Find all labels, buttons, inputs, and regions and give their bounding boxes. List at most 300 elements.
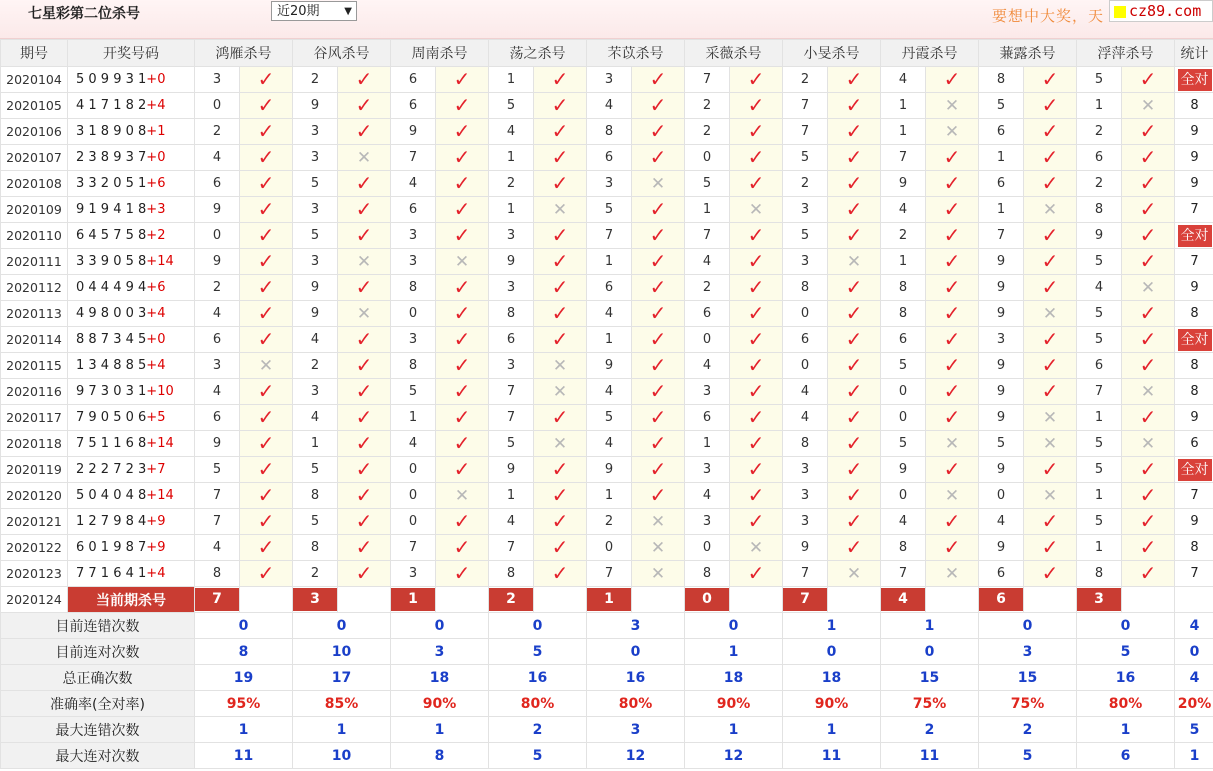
stat-cell — [1175, 483, 1213, 509]
summary-value: 0 — [293, 613, 391, 639]
result-cell — [1024, 483, 1077, 509]
check-icon: ✓ — [747, 171, 765, 195]
kill-number-cell: 2 — [293, 67, 338, 93]
stat-cell — [1175, 431, 1213, 457]
check-icon: ✓ — [1139, 119, 1157, 143]
kill-number-cell: 3 — [293, 379, 338, 405]
draw-numbers-cell — [68, 431, 195, 457]
summary-value: 80% — [489, 691, 587, 717]
kill-number-cell: 9 — [195, 197, 240, 223]
correct-count: 7 — [1190, 202, 1199, 217]
current-kill-badge: 1 — [587, 588, 631, 611]
stat-cell — [1175, 535, 1213, 561]
check-icon: ✓ — [1139, 353, 1157, 377]
kill-number-cell: 5 — [391, 379, 436, 405]
summary-row — [1, 613, 1213, 639]
kill-number-cell: 4 — [293, 405, 338, 431]
check-icon: ✓ — [845, 509, 863, 533]
check-icon: ✓ — [257, 509, 275, 533]
result-cell — [926, 405, 979, 431]
kill-number-cell: 8 — [881, 275, 926, 301]
kill-number-cell: 5 — [783, 223, 828, 249]
summary-value: 10 — [293, 743, 391, 769]
result-cell — [828, 457, 881, 483]
kill-number-cell: 7 — [195, 483, 240, 509]
kill-number-cell: 9 — [293, 93, 338, 119]
kill-number-cell: 6 — [685, 405, 730, 431]
result-cell — [534, 275, 587, 301]
result-cell — [534, 197, 587, 223]
kill-number-cell: 8 — [783, 275, 828, 301]
result-cell — [730, 431, 783, 457]
summary-value: 3 — [587, 717, 685, 743]
result-cell — [1122, 509, 1175, 535]
check-icon: ✓ — [551, 327, 569, 351]
check-icon: ✓ — [649, 483, 667, 507]
check-icon: ✓ — [1139, 249, 1157, 273]
kill-number-cell: 3 — [783, 509, 828, 535]
result-cell — [1024, 431, 1077, 457]
kill-number-cell: 7 — [979, 223, 1024, 249]
result-cell — [534, 249, 587, 275]
kill-number-cell: 1 — [881, 119, 926, 145]
result-cell — [240, 561, 293, 587]
issue-cell: 2020116 — [1, 379, 68, 405]
kill-number-cell: 4 — [881, 197, 926, 223]
check-icon: ✓ — [943, 145, 961, 169]
draw-numbers-cell — [68, 119, 195, 145]
summary-row — [1, 665, 1213, 691]
draw-numbers-cell — [68, 509, 195, 535]
stat-cell — [1175, 405, 1213, 431]
check-icon: ✓ — [747, 93, 765, 117]
check-icon: ✓ — [845, 379, 863, 403]
stat-cell — [1175, 197, 1213, 223]
empty-cell — [534, 587, 587, 613]
current-kill-badge: 7 — [783, 588, 827, 611]
summary-stat: 0 — [1175, 639, 1213, 665]
column-header: 谷风杀号 — [293, 40, 391, 67]
result-cell — [1122, 301, 1175, 327]
summary-value: 12 — [685, 743, 783, 769]
result-cell — [1122, 483, 1175, 509]
check-icon: ✓ — [453, 93, 471, 117]
result-cell — [632, 67, 685, 93]
summary-value: 11 — [195, 743, 293, 769]
kill-number-cell: 8 — [685, 561, 730, 587]
check-icon: ✓ — [1139, 535, 1157, 559]
result-cell — [730, 379, 783, 405]
check-icon: ✓ — [649, 93, 667, 117]
check-icon: ✓ — [1041, 223, 1059, 247]
draw-numbers-cell — [68, 197, 195, 223]
table-row — [1, 67, 1213, 93]
result-cell — [534, 535, 587, 561]
correct-count: 9 — [1190, 176, 1199, 191]
correct-count: 8 — [1190, 98, 1199, 113]
result-cell — [1024, 457, 1077, 483]
summary-value: 16 — [587, 665, 685, 691]
cross-icon: ✕ — [356, 303, 372, 324]
kill-number-cell: 3 — [587, 171, 632, 197]
result-cell — [436, 457, 489, 483]
summary-label: 最大连对次数 — [1, 743, 195, 769]
kill-number-cell: 5 — [489, 93, 534, 119]
check-icon: ✓ — [845, 431, 863, 455]
check-icon: ✓ — [551, 301, 569, 325]
kill-number-cell: 7 — [881, 145, 926, 171]
draw-numbers: 9 1 9 4 1 8 — [76, 202, 147, 217]
draw-numbers: 4 9 8 0 0 3 — [76, 306, 147, 321]
kill-number-cell: 5 — [783, 145, 828, 171]
check-icon: ✓ — [355, 197, 373, 221]
result-cell — [436, 535, 489, 561]
column-header: 鸿雁杀号 — [195, 40, 293, 67]
check-icon: ✓ — [453, 535, 471, 559]
summary-value: 11 — [881, 743, 979, 769]
result-cell — [1024, 67, 1077, 93]
kill-number-cell: 4 — [685, 483, 730, 509]
check-icon: ✓ — [257, 119, 275, 143]
result-cell — [1024, 379, 1077, 405]
empty-cell — [926, 587, 979, 613]
current-kill-cell — [979, 587, 1024, 613]
draw-numbers: 4 1 7 1 8 2 — [76, 98, 147, 113]
result-cell — [632, 535, 685, 561]
kill-number-cell: 5 — [979, 431, 1024, 457]
check-icon: ✓ — [747, 379, 765, 403]
kill-number-cell: 0 — [391, 483, 436, 509]
check-icon: ✓ — [355, 67, 373, 91]
summary-value: 3 — [587, 613, 685, 639]
draw-numbers: 5 0 9 9 3 1 — [76, 72, 147, 87]
current-kill-cell — [489, 587, 534, 613]
result-cell — [240, 67, 293, 93]
stat-cell — [1175, 119, 1213, 145]
check-icon: ✓ — [845, 353, 863, 377]
check-icon: ✓ — [943, 67, 961, 91]
issue-cell: 2020105 — [1, 93, 68, 119]
draw-numbers-cell — [68, 223, 195, 249]
result-cell — [632, 431, 685, 457]
kill-number-cell: 0 — [587, 535, 632, 561]
kill-number-cell: 5 — [293, 509, 338, 535]
kill-number-cell: 5 — [881, 431, 926, 457]
kill-number-cell: 7 — [783, 93, 828, 119]
check-icon: ✓ — [1041, 171, 1059, 195]
column-header: 丹霞杀号 — [881, 40, 979, 67]
summary-value: 5 — [489, 743, 587, 769]
draw-numbers-cell — [68, 483, 195, 509]
kill-number-cell: 9 — [1077, 223, 1122, 249]
check-icon: ✓ — [1041, 561, 1059, 585]
kill-number-cell: 5 — [1077, 431, 1122, 457]
result-cell — [632, 119, 685, 145]
check-icon: ✓ — [257, 561, 275, 585]
result-cell — [436, 223, 489, 249]
kill-number-cell: 8 — [293, 535, 338, 561]
result-cell — [240, 197, 293, 223]
check-icon: ✓ — [747, 509, 765, 533]
result-cell — [730, 145, 783, 171]
stat-cell — [1175, 171, 1213, 197]
summary-value: 8 — [391, 743, 489, 769]
draw-numbers-cell — [68, 535, 195, 561]
check-icon: ✓ — [747, 301, 765, 325]
correct-count: 7 — [1190, 488, 1199, 503]
check-icon: ✓ — [355, 561, 373, 585]
check-icon: ✓ — [453, 275, 471, 299]
result-cell — [926, 67, 979, 93]
result-cell — [632, 327, 685, 353]
kill-number-cell: 8 — [293, 483, 338, 509]
summary-value: 1 — [783, 613, 881, 639]
stat-cell — [1175, 93, 1213, 119]
result-cell — [1122, 561, 1175, 587]
bonus-number: +10 — [146, 384, 174, 399]
result-cell — [730, 93, 783, 119]
result-cell — [1122, 223, 1175, 249]
check-icon: ✓ — [943, 353, 961, 377]
check-icon: ✓ — [649, 249, 667, 273]
result-cell — [1122, 249, 1175, 275]
kill-number-cell: 9 — [587, 353, 632, 379]
bonus-number: +14 — [146, 254, 174, 269]
bonus-number: +0 — [146, 332, 166, 347]
kill-number-cell: 7 — [489, 535, 534, 561]
kill-number-cell: 8 — [783, 431, 828, 457]
kill-number-cell: 8 — [489, 561, 534, 587]
kill-number-cell: 1 — [489, 67, 534, 93]
check-icon: ✓ — [1041, 353, 1059, 377]
check-icon: ✓ — [845, 119, 863, 143]
result-cell — [240, 171, 293, 197]
check-icon: ✓ — [845, 535, 863, 559]
kill-number-cell: 4 — [587, 431, 632, 457]
site-logo-text: cz89.com — [1129, 2, 1202, 20]
correct-count: 8 — [1190, 306, 1199, 321]
summary-value: 1 — [293, 717, 391, 743]
kill-number-cell: 3 — [489, 223, 534, 249]
kill-number-cell: 8 — [391, 353, 436, 379]
kill-number-cell: 9 — [489, 249, 534, 275]
cross-icon: ✕ — [748, 537, 764, 558]
check-icon: ✓ — [1041, 535, 1059, 559]
stat-cell — [1175, 301, 1213, 327]
current-kill-badge: 4 — [881, 588, 925, 611]
result-cell — [436, 301, 489, 327]
stat-cell — [1175, 249, 1213, 275]
draw-numbers: 5 0 4 0 4 8 — [76, 488, 147, 503]
result-cell — [1024, 223, 1077, 249]
check-icon: ✓ — [845, 197, 863, 221]
cross-icon: ✕ — [650, 537, 666, 558]
slogan-text[interactable]: 要想中大奖，天 — [992, 7, 1105, 25]
issue-cell: 2020124 — [1, 587, 68, 613]
result-cell — [436, 249, 489, 275]
check-icon: ✓ — [453, 353, 471, 377]
result-cell — [926, 171, 979, 197]
check-icon: ✓ — [747, 405, 765, 429]
result-cell — [338, 509, 391, 535]
table-row — [1, 353, 1213, 379]
kill-number-cell: 1 — [685, 197, 730, 223]
summary-value: 1 — [195, 717, 293, 743]
check-icon: ✓ — [453, 431, 471, 455]
kill-number-cell: 1 — [1077, 405, 1122, 431]
check-icon: ✓ — [453, 301, 471, 325]
summary-value: 90% — [685, 691, 783, 717]
kill-number-cell: 7 — [881, 561, 926, 587]
current-kill-cell — [881, 587, 926, 613]
result-cell — [1024, 275, 1077, 301]
summary-value: 5 — [979, 743, 1077, 769]
result-cell — [240, 145, 293, 171]
check-icon: ✓ — [1041, 93, 1059, 117]
check-icon: ✓ — [257, 379, 275, 403]
check-icon: ✓ — [355, 93, 373, 117]
check-icon: ✓ — [845, 171, 863, 195]
kill-number-cell: 6 — [195, 327, 240, 353]
kill-number-cell: 3 — [685, 509, 730, 535]
result-cell — [436, 275, 489, 301]
bonus-number: +4 — [146, 566, 166, 581]
kill-number-cell: 9 — [195, 431, 240, 457]
result-cell — [436, 483, 489, 509]
kill-number-cell: 4 — [391, 431, 436, 457]
result-cell — [828, 301, 881, 327]
result-cell — [632, 483, 685, 509]
kill-number-cell: 1 — [979, 197, 1024, 223]
result-cell — [926, 301, 979, 327]
draw-numbers: 7 5 1 1 6 8 — [76, 436, 147, 451]
result-cell — [730, 405, 783, 431]
bonus-number: +3 — [146, 202, 166, 217]
result-cell — [926, 509, 979, 535]
kill-number-cell: 6 — [489, 327, 534, 353]
cross-icon: ✕ — [748, 199, 764, 220]
summary-value: 18 — [783, 665, 881, 691]
cross-icon: ✕ — [650, 511, 666, 532]
check-icon: ✓ — [453, 561, 471, 585]
check-icon: ✓ — [551, 457, 569, 481]
check-icon: ✓ — [355, 509, 373, 533]
check-icon: ✓ — [257, 275, 275, 299]
summary-value: 0 — [685, 613, 783, 639]
result-cell — [926, 275, 979, 301]
result-cell — [240, 249, 293, 275]
table-row — [1, 535, 1213, 561]
site-logo[interactable] — [1109, 0, 1213, 22]
check-icon: ✓ — [845, 327, 863, 351]
summary-value: 3 — [979, 639, 1077, 665]
result-cell — [1122, 197, 1175, 223]
check-icon: ✓ — [649, 431, 667, 455]
result-cell — [926, 145, 979, 171]
empty-cell — [1024, 587, 1077, 613]
check-icon: ✓ — [943, 249, 961, 273]
result-cell — [730, 561, 783, 587]
check-icon: ✓ — [845, 223, 863, 247]
result-cell — [338, 223, 391, 249]
summary-stat: 4 — [1175, 613, 1213, 639]
kill-number-cell: 3 — [195, 67, 240, 93]
cross-icon: ✕ — [1042, 485, 1058, 506]
check-icon: ✓ — [1041, 249, 1059, 273]
check-icon: ✓ — [551, 119, 569, 143]
issue-cell: 2020111 — [1, 249, 68, 275]
kill-number-cell: 5 — [489, 431, 534, 457]
kill-number-cell: 0 — [685, 145, 730, 171]
summary-value: 8 — [195, 639, 293, 665]
kill-number-cell: 2 — [881, 223, 926, 249]
cross-icon: ✕ — [1140, 95, 1156, 116]
draw-numbers: 6 0 1 9 8 7 — [76, 540, 147, 555]
summary-value: 19 — [195, 665, 293, 691]
summary-value: 16 — [1077, 665, 1175, 691]
kill-number-cell: 4 — [391, 171, 436, 197]
result-cell — [240, 93, 293, 119]
kill-number-cell: 5 — [1077, 249, 1122, 275]
issue-cell: 2020117 — [1, 405, 68, 431]
table-row — [1, 431, 1213, 457]
kill-number-cell: 1 — [587, 483, 632, 509]
result-cell — [828, 327, 881, 353]
kill-number-cell: 2 — [783, 67, 828, 93]
draw-numbers: 9 7 3 0 3 1 — [76, 384, 147, 399]
result-cell — [240, 223, 293, 249]
result-cell — [436, 171, 489, 197]
stat-cell — [1175, 379, 1213, 405]
column-header: 荡之杀号 — [489, 40, 587, 67]
summary-value: 15 — [881, 665, 979, 691]
draw-numbers: 8 8 7 3 4 5 — [76, 332, 147, 347]
kill-number-cell: 5 — [1077, 67, 1122, 93]
summary-value: 1 — [1077, 717, 1175, 743]
check-icon: ✓ — [1139, 301, 1157, 325]
result-cell — [338, 457, 391, 483]
kill-number-cell: 2 — [293, 353, 338, 379]
check-icon: ✓ — [943, 509, 961, 533]
result-cell — [632, 457, 685, 483]
period-select[interactable] — [271, 1, 357, 21]
current-kill-badge: 0 — [685, 588, 729, 611]
bonus-number: +14 — [146, 488, 174, 503]
kill-number-cell: 6 — [391, 197, 436, 223]
table-row — [1, 405, 1213, 431]
result-cell — [828, 535, 881, 561]
result-cell — [730, 353, 783, 379]
result-cell — [338, 145, 391, 171]
draw-numbers-cell — [68, 327, 195, 353]
cross-icon: ✕ — [552, 199, 568, 220]
result-cell — [338, 93, 391, 119]
result-cell — [1122, 119, 1175, 145]
kill-number-cell: 1 — [881, 93, 926, 119]
summary-row — [1, 743, 1213, 769]
current-kill-cell — [1077, 587, 1122, 613]
result-cell — [632, 171, 685, 197]
result-cell — [240, 405, 293, 431]
result-cell — [1122, 93, 1175, 119]
kill-number-cell: 7 — [783, 119, 828, 145]
check-icon: ✓ — [747, 67, 765, 91]
result-cell — [240, 301, 293, 327]
kill-number-cell: 5 — [587, 197, 632, 223]
bonus-number: +6 — [146, 280, 166, 295]
check-icon: ✓ — [257, 67, 275, 91]
result-cell — [926, 197, 979, 223]
